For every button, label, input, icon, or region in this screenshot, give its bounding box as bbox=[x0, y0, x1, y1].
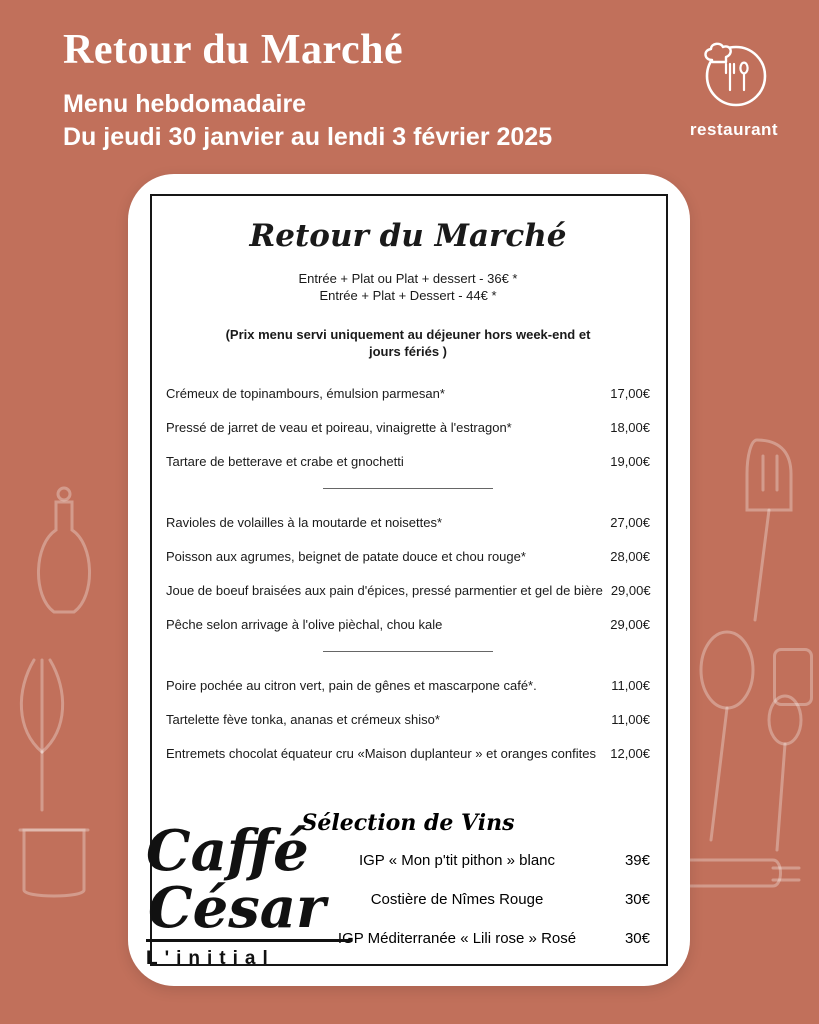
dish-name: Tartelette fève tonka, ananas et crémeux shiso* bbox=[166, 712, 440, 727]
brand-line-2: César bbox=[146, 880, 352, 942]
kitchen-utensils-sketch-left bbox=[0, 470, 144, 900]
dish-price: 29,00€ bbox=[610, 617, 650, 632]
dish-name: Pressé de jarret de veau et poireau, vinaigrette à l'estragon* bbox=[166, 420, 512, 435]
menu-item-row bbox=[166, 454, 650, 469]
set-menu-prices bbox=[166, 270, 650, 304]
wine-name: IGP Méditerranée « Lili rose » Rosé bbox=[337, 930, 577, 947]
dish-price: 28,00€ bbox=[610, 549, 650, 564]
menu-items bbox=[166, 386, 650, 761]
formule-line-1: Entrée + Plat ou Plat + dessert - 36€ * bbox=[298, 271, 518, 286]
wine-selection-title: Sélection de Vins bbox=[301, 810, 515, 836]
dish-name: Tartare de betterave et crabe et gnochetti bbox=[166, 454, 404, 469]
menu-notice: (Prix menu servi uniquement au déjeuner hors week-end et jours fériés ) bbox=[225, 327, 591, 359]
chef-hat-icon bbox=[705, 44, 730, 62]
restaurant-logo-label: restaurant bbox=[689, 120, 779, 139]
dish-price: 11,00€ bbox=[611, 712, 650, 727]
restaurant-logo bbox=[689, 34, 779, 140]
dish-name: Crémeux de topinambours, émulsion parmesan* bbox=[166, 386, 445, 401]
dish-price: 27,00€ bbox=[610, 515, 650, 530]
header bbox=[63, 26, 552, 154]
dish-name: Entremets chocolat équateur cru «Maison duplanteur » et oranges confites bbox=[166, 746, 596, 761]
dish-name: Pêche selon arrivage à l'olive pièchal, chou kale bbox=[166, 617, 443, 632]
menu-item-row bbox=[166, 617, 650, 632]
section-divider bbox=[323, 651, 493, 652]
spoon-icon bbox=[740, 63, 747, 90]
dish-price: 19,00€ bbox=[610, 454, 650, 469]
menu-item-row bbox=[166, 420, 650, 435]
menu-item-row bbox=[166, 549, 650, 564]
wine-price: 30€ bbox=[624, 891, 650, 908]
wine-name: IGP « Mon p'tit pithon » blanc bbox=[358, 852, 556, 869]
restaurant-logo-icon bbox=[692, 34, 776, 114]
dish-name: Ravioles de volailles à la moutarde et noisettes* bbox=[166, 515, 443, 530]
dish-price: 18,00€ bbox=[610, 420, 650, 435]
menu-item-row bbox=[166, 515, 650, 530]
fork-icon bbox=[726, 64, 734, 90]
dish-price: 29,00€ bbox=[610, 583, 651, 598]
date-range-subtitle: Du jeudi 30 janvier au lendi 3 février 2025 bbox=[63, 123, 553, 151]
menu-type-subtitle: Menu hebdomadaire bbox=[63, 90, 307, 118]
restaurant-brand-signature bbox=[146, 817, 352, 970]
menu-card bbox=[128, 174, 690, 986]
decorative-rounded-square bbox=[773, 648, 813, 706]
brand-line-1: Caffé bbox=[146, 817, 309, 884]
menu-item-row bbox=[166, 386, 650, 401]
formule-line-2: Entrée + Plat + Dessert - 44€ * bbox=[319, 288, 497, 303]
dish-price: 12,00€ bbox=[610, 746, 650, 761]
wine-price: 30€ bbox=[624, 930, 650, 947]
dish-price: 11,00€ bbox=[611, 678, 650, 693]
menu-item-row bbox=[166, 746, 650, 761]
menu-item-row bbox=[166, 583, 650, 598]
dish-price: 17,00€ bbox=[610, 386, 650, 401]
page-title: Retour du Marché bbox=[63, 27, 404, 73]
menu-item-row bbox=[166, 712, 650, 727]
wine-name: Costière de Nîmes Rouge bbox=[370, 891, 544, 908]
dish-name: Poire pochée au citron vert, pain de gênes et mascarpone café*. bbox=[166, 678, 537, 693]
dish-name: Poisson aux agrumes, beignet de patate douce et chou rouge* bbox=[166, 549, 526, 564]
brand-line-3: L'initial bbox=[146, 948, 275, 969]
menu-item-row bbox=[166, 678, 650, 693]
section-divider bbox=[323, 488, 493, 489]
wine-price: 39€ bbox=[624, 852, 650, 869]
menu-card-title: Retour du Marché bbox=[249, 218, 567, 254]
dish-name: Joue de boeuf braisées aux pain d'épices, pressé parmentier et gel de bière bbox=[166, 583, 603, 598]
